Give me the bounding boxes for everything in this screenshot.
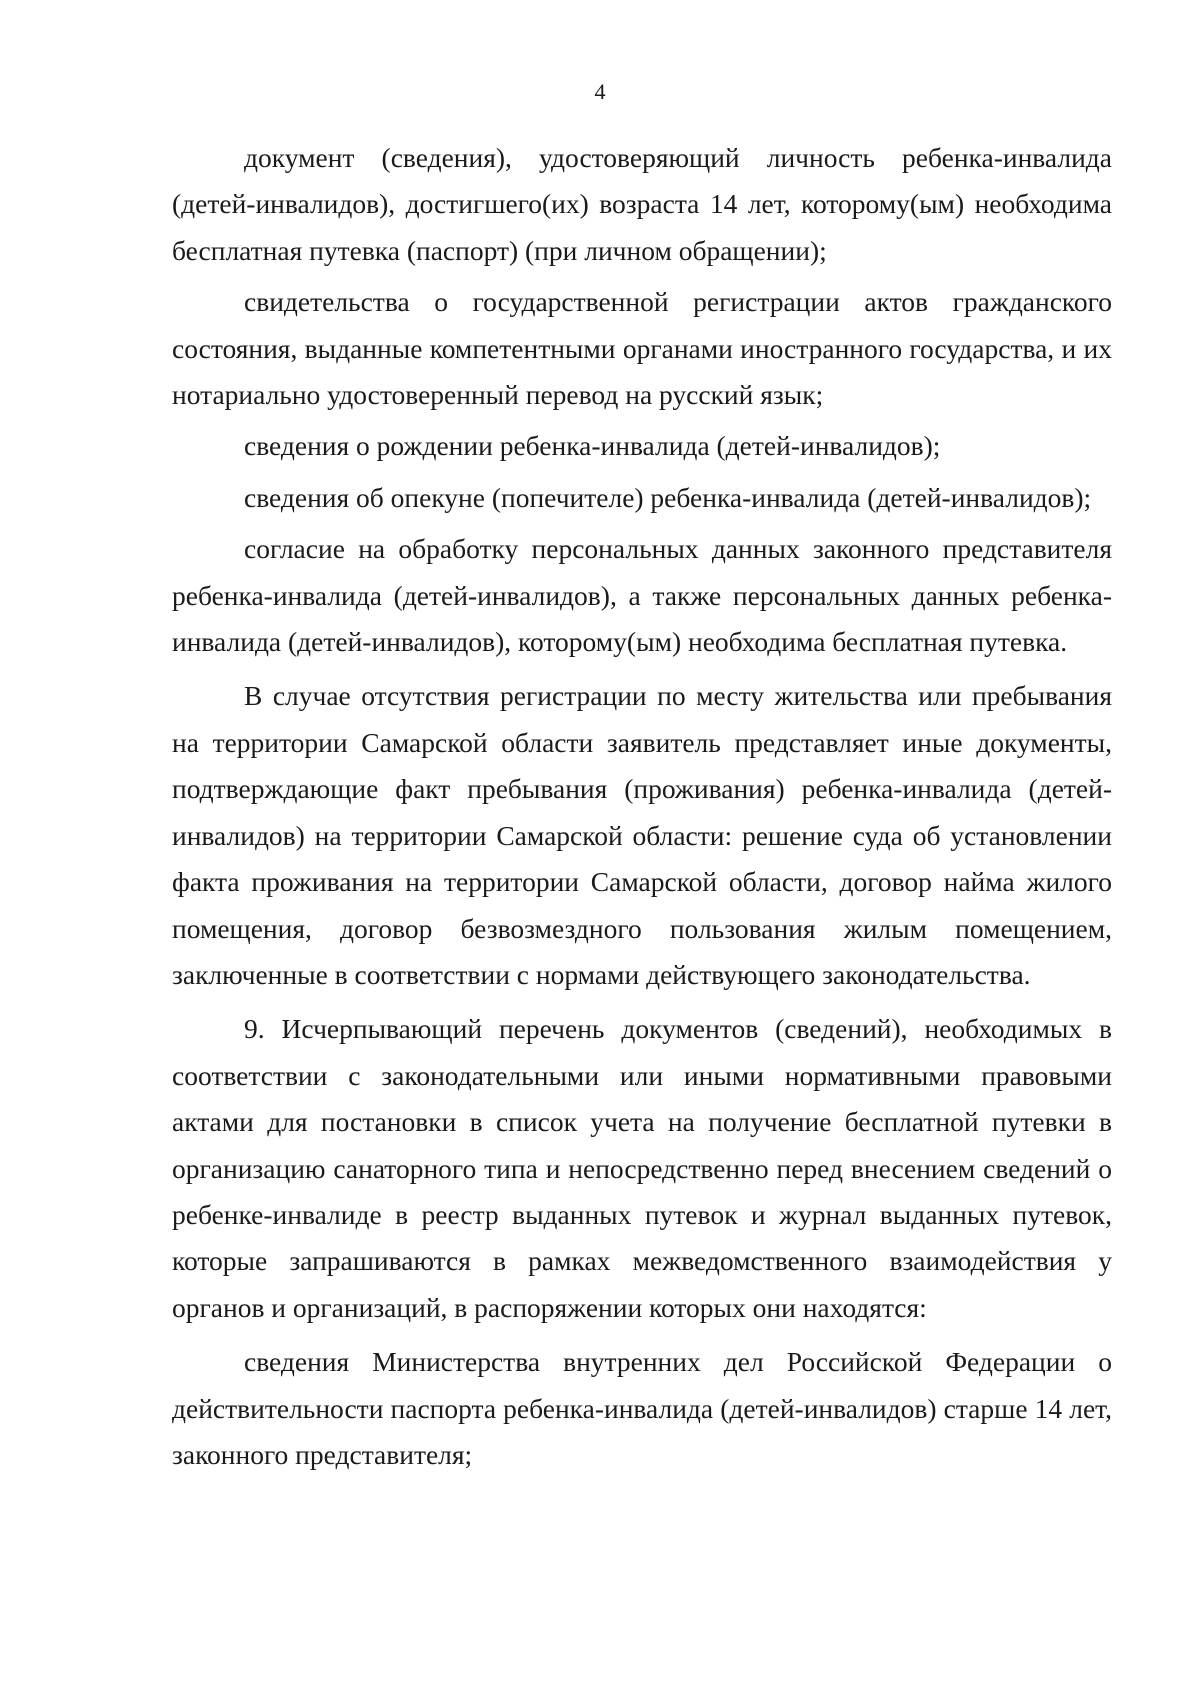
page-number: 4 [594, 79, 606, 104]
document-body [172, 135, 1112, 1483]
paragraph-birth-info: сведения о рождении ребенка-инвалида (детей-инвалидов); [244, 430, 941, 462]
paragraph-consent: согласие на обработку персональных данных законного представителя ребенка-инвалида (детей-инвалидов), а также персональных данных ребенка-инвалида (детей-инвалидов), которому(ым) необходима бесплатная путевка. [172, 533, 1112, 658]
paragraph-mvd-info: сведения Министерства внутренних дел Российской Федерации о действительности паспорта ребенка-инвалида (детей-инвалидов) старше 14 лет, законного представителя; [172, 1346, 1112, 1470]
paragraph-identity-document: документ (сведения), удостоверяющий личность ребенка-инвалида (детей-инвалидов), достигшего(их) возраста 14 лет, которому(ым) необходима бесплатная путевка (паспорт) (при личном обращении); [172, 142, 1112, 266]
paragraph-guardian-info: сведения об опекуне (попечителе) ребенка-инвалида (детей-инвалидов); [244, 481, 1092, 513]
paragraph-civil-registration: свидетельства о государственной регистрации актов гражданского состояния, выданные компетентными органами иностранного государства, и их нотариально удостоверенный перевод на русский язык; [172, 286, 1112, 411]
paragraph-item-9: 9. Исчерпывающий перечень документов (сведений), необходимых в соответствии с законодательными или иными нормативными правовыми актами для постановки в список учета на получение бесплатной путевки в организацию санаторного типа и непосредственно перед внесением сведений о ребенке-инвалиде в реестр выданных путевок и журнал выданных путевок, которые запрашиваются в рамках межведомственного взаимодействия у органов и организаций, в распоряжении которых они находятся: [172, 1013, 1112, 1323]
paragraph-no-registration: В случае отсутствия регистрации по месту жительства или пребывания на территории Самарской области заявитель представляет иные документы, подтверждающие факт пребывания (проживания) ребенка-инвалида (детей-инвалидов) на территории Самарской области: решение суда об установлении факта проживания на территории Самарской области, договор найма жилого помещения, договор безвозмездного пользования жилым помещением, заключенные в соответствии с нормами действующего законодательства. [172, 680, 1112, 990]
